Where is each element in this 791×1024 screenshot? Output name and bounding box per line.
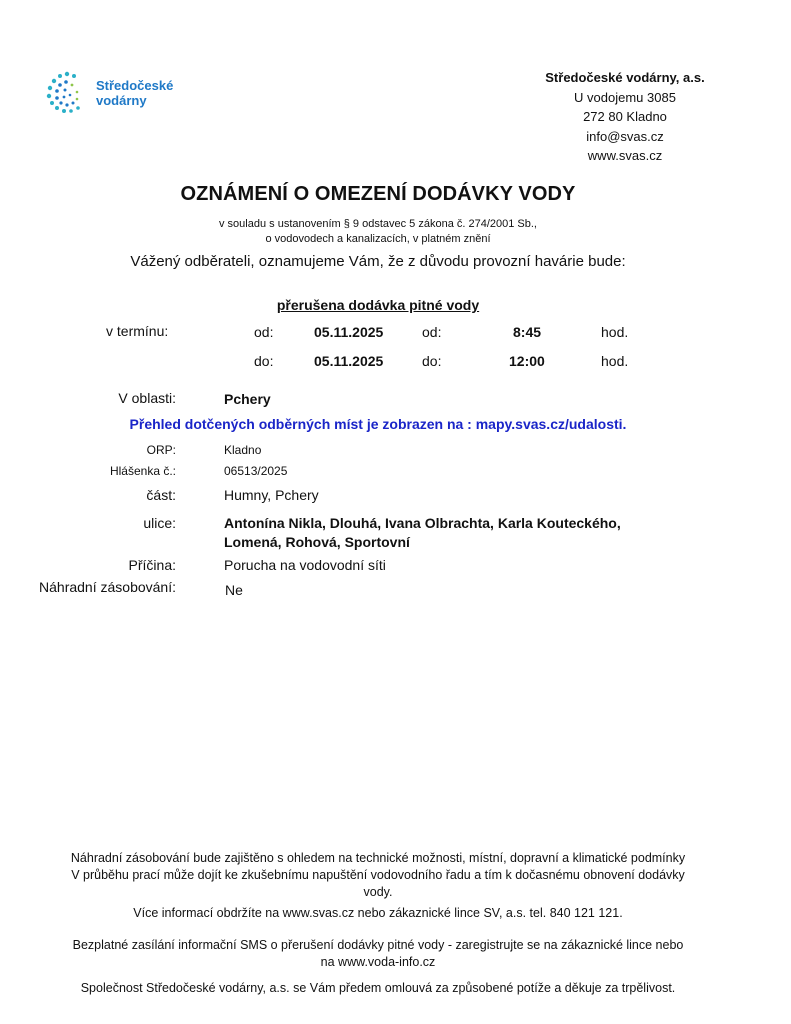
part-value: Humny, Pchery	[224, 487, 319, 503]
logo-line2: vodárny	[96, 93, 147, 108]
company-logo	[44, 70, 194, 116]
footer-p1-line2: V průběhu prací může dojít ke zkušebnímu napuštění vodovodního řadu a tím k dočasnému obnovení dodávky	[71, 868, 685, 882]
company-name: Středočeské vodárny, a.s.	[545, 70, 705, 85]
address-email[interactable]: info@svas.cz	[586, 128, 664, 144]
replacement-value: Ne	[225, 582, 243, 598]
map-link[interactable]: Přehled dotčených odběrných míst je zobrazen na : mapy.svas.cz/udalosti.	[129, 416, 627, 432]
address-web[interactable]: www.svas.cz	[587, 148, 663, 163]
to-date: 05.11.2025	[314, 353, 384, 369]
footer-p1-line3: vody.	[363, 885, 393, 899]
area-value: Pchery	[224, 391, 271, 407]
orp-label: ORP:	[146, 443, 176, 457]
term-label: v termínu:	[106, 323, 169, 339]
from-time: 8:45	[513, 324, 542, 340]
report-value: 06513/2025	[224, 464, 288, 478]
footer-p3-line1: Bezplatné zasílání informační SMS o přerušení dodávky pitné vody - zaregistrujte se na zákaznické lince nebo	[72, 938, 684, 952]
footer-paragraph-2: Více informací obdržíte na www.svas.cz nebo zákaznické lince SV, a.s. tel. 840 121 121.	[133, 906, 623, 920]
to-unit: hod.	[601, 353, 629, 369]
logo-line1: Středočeské	[96, 78, 174, 93]
cause-value: Porucha na vodovodní síti	[224, 557, 386, 573]
logo-text	[96, 78, 173, 108]
footer-p1-line1: Náhradní zásobování bude zajištěno s ohledem na technické možnosti, místní, dopravní a klimatické podmínky	[70, 851, 686, 865]
intro-text: Vážený odběrateli, oznamujeme Vám, že z důvodu provozní havárie bude:	[130, 253, 626, 270]
footer-paragraph-4: Společnost Středočeské vodárny, a.s. se Vám předem omlouvá za způsobené potíže a děkuje za trpělivost.	[80, 981, 676, 995]
water-drops-logo-icon	[44, 70, 90, 116]
cause-label: Příčina:	[128, 557, 176, 573]
from-time-label: od:	[422, 324, 442, 340]
legal-reference	[0, 217, 756, 247]
replacement-label: Náhradní zásobování:	[39, 579, 176, 595]
legal-line1: v souladu s ustanovením § 9 odstavec 5 zákona č. 274/2001 Sb.,	[219, 218, 537, 230]
part-label: část:	[146, 487, 176, 503]
footer-paragraph-3	[20, 937, 736, 971]
footer-p3-line2: na www.voda-info.cz	[320, 955, 436, 969]
from-date: 05.11.2025	[314, 324, 384, 340]
streets-line2: Lomená, Rohová, Sportovní	[224, 534, 410, 550]
from-unit: hod.	[601, 324, 629, 340]
address-street: U vodojemu 3085	[574, 89, 676, 105]
report-label: Hlášenka č.:	[109, 464, 176, 478]
streets-line1: Antonína Nikla, Dlouhá, Ivana Olbrachta, Karla Kouteckého,	[224, 515, 621, 531]
legal-line2: o vodovodech a kanalizacích, v platném znění	[265, 233, 491, 245]
to-label: do:	[254, 353, 274, 369]
from-label: od:	[254, 324, 274, 340]
address-city: 272 80 Kladno	[583, 109, 667, 124]
to-time: 12:00	[509, 353, 545, 369]
area-label: V oblasti:	[118, 390, 176, 406]
orp-value: Kladno	[224, 443, 262, 457]
company-address	[520, 68, 730, 166]
notice-subject: přerušena dodávka pitné vody	[276, 297, 480, 313]
footer-paragraph-1	[20, 850, 736, 901]
page-title: OZNÁMENÍ O OMEZENÍ DODÁVKY VODY	[180, 183, 576, 205]
to-time-label: do:	[422, 353, 442, 369]
streets-label: ulice:	[143, 515, 176, 531]
